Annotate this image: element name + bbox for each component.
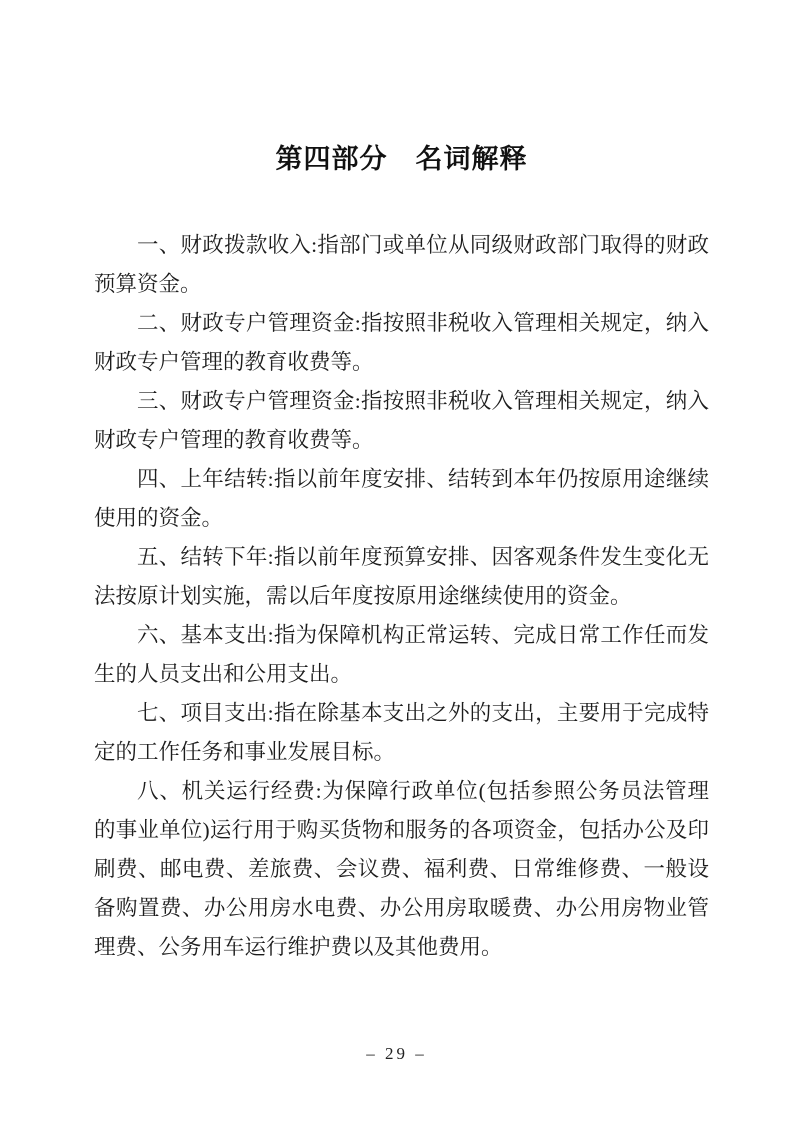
paragraph-8-agency-operating-expenses: 八、机关运行经费:为保障行政单位(包括参照公务员法管理的事业单位)运行用于购买货物和服务的各项资金，包括办公及印刷费、邮电费、差旅费、会议费、福利费、日常维修费、一般设备购置费、办公用房水电费、办公用房取暖费、办公用房物业管理费、公务用车运行维护费以及其他费用。 bbox=[94, 779, 709, 959]
paragraph-3-fiscal-special-account-funds: 三、财政专户管理资金:指按照非税收入管理相关规定，纳入财政专户管理的教育收费等。 bbox=[94, 389, 709, 452]
paragraph-6-basic-expenditure: 六、基本支出:指为保障机构正常运转、完成日常工作任而发生的人员支出和公用支出。 bbox=[94, 623, 709, 686]
paragraph-7-project-expenditure: 七、项目支出:指在除基本支出之外的支出，主要用于完成特定的工作任务和事业发展目标。 bbox=[94, 701, 709, 764]
document-body bbox=[94, 226, 709, 967]
paragraph-4-carryover-from-previous-year: 四、上年结转:指以前年度安排、结转到本年仍按原用途继续使用的资金。 bbox=[94, 467, 709, 530]
paragraph-1-fiscal-appropriation-income: 一、财政拨款收入:指部门或单位从同级财政部门取得的财政预算资金。 bbox=[94, 233, 709, 296]
page-title: 第四部分 名词解释 bbox=[275, 144, 528, 174]
paragraph-5-carryover-to-next-year: 五、结转下年:指以前年度预算安排、因客观条件发生变化无法按原计划实施，需以后年度按原用途继续使用的资金。 bbox=[94, 545, 709, 608]
page-number: – 29 – bbox=[366, 1044, 427, 1063]
paragraph-2-fiscal-special-account-funds: 二、财政专户管理资金:指按照非税收入管理相关规定，纳入财政专户管理的教育收费等。 bbox=[94, 311, 709, 374]
document-content bbox=[94, 140, 709, 967]
